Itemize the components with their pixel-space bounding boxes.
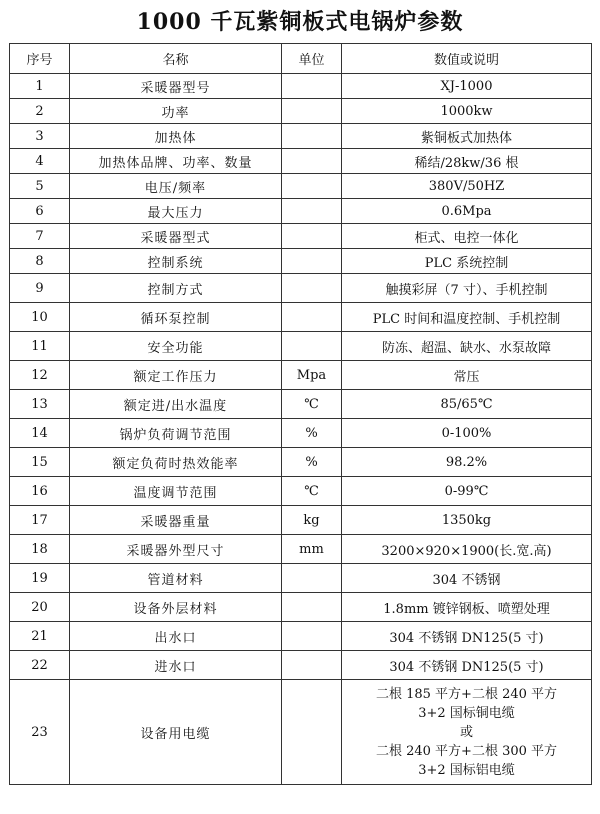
row-value: 柜式、电控一体化 (342, 224, 592, 249)
row-unit (282, 224, 342, 249)
row-number: 12 (10, 361, 70, 390)
row-value: 稀结/28kw/36 根 (342, 149, 592, 174)
row-value: PLC 系统控制 (342, 249, 592, 274)
row-value: 3200×920×1900(长.宽.高) (342, 535, 592, 564)
row-name: 安全功能 (70, 332, 282, 361)
row-unit (282, 174, 342, 199)
row-number: 11 (10, 332, 70, 361)
row-number: 18 (10, 535, 70, 564)
row-name: 设备外层材料 (70, 593, 282, 622)
row-unit: kg (282, 506, 342, 535)
header-unit: 单位 (282, 44, 342, 74)
row-value: 防冻、超温、缺水、水泵故障 (342, 332, 592, 361)
row-value: PLC 时间和温度控制、手机控制 (342, 303, 592, 332)
table-row (10, 680, 592, 785)
table-row (10, 99, 592, 124)
table-row (10, 199, 592, 224)
row-name: 额定进/出水温度 (70, 390, 282, 419)
row-name: 最大压力 (70, 199, 282, 224)
row-value: 1350kg (342, 506, 592, 535)
row-unit: ℃ (282, 390, 342, 419)
row-name: 锅炉负荷调节范围 (70, 419, 282, 448)
row-unit (282, 303, 342, 332)
spec-table (9, 43, 592, 785)
row-number: 22 (10, 651, 70, 680)
row-value: 304 不锈钢 DN125(5 寸) (342, 622, 592, 651)
row-name: 控制系统 (70, 249, 282, 274)
row-number: 19 (10, 564, 70, 593)
row-name: 加热体品牌、功率、数量 (70, 149, 282, 174)
row-name: 采暖器型号 (70, 74, 282, 99)
row-number: 9 (10, 274, 70, 303)
row-unit (282, 564, 342, 593)
row-number: 14 (10, 419, 70, 448)
row-number: 20 (10, 593, 70, 622)
row-unit (282, 149, 342, 174)
table-row (10, 174, 592, 199)
table-row (10, 477, 592, 506)
table-row (10, 506, 592, 535)
header-value: 数值或说明 (342, 44, 592, 74)
table-row (10, 224, 592, 249)
row-unit (282, 622, 342, 651)
table-row (10, 564, 592, 593)
row-number: 13 (10, 390, 70, 419)
row-name: 温度调节范围 (70, 477, 282, 506)
row-unit (282, 74, 342, 99)
table-row (10, 535, 592, 564)
row-name: 进水口 (70, 651, 282, 680)
row-number: 5 (10, 174, 70, 199)
row-number: 6 (10, 199, 70, 224)
row-value: 触摸彩屏（7 寸）、手机控制 (342, 274, 592, 303)
row-name: 功率 (70, 99, 282, 124)
row-value: XJ-1000 (342, 74, 592, 99)
row-value: 85/65℃ (342, 390, 592, 419)
table-header-row (10, 44, 592, 74)
row-number: 17 (10, 506, 70, 535)
row-number: 3 (10, 124, 70, 149)
row-name: 设备用电缆 (70, 680, 282, 785)
table-row (10, 303, 592, 332)
row-number: 8 (10, 249, 70, 274)
row-name: 额定工作压力 (70, 361, 282, 390)
row-value-line: 3+2 国标铜电缆 (418, 705, 515, 721)
row-number: 7 (10, 224, 70, 249)
table-row (10, 74, 592, 99)
row-unit (282, 593, 342, 622)
row-name: 循环泵控制 (70, 303, 282, 332)
row-name: 加热体 (70, 124, 282, 149)
row-name: 管道材料 (70, 564, 282, 593)
row-unit (282, 680, 342, 785)
row-name: 出水口 (70, 622, 282, 651)
row-name: 控制方式 (70, 274, 282, 303)
row-unit: ℃ (282, 477, 342, 506)
table-row (10, 149, 592, 174)
row-unit: % (282, 448, 342, 477)
row-unit: mm (282, 535, 342, 564)
row-value (342, 680, 592, 785)
table-row (10, 419, 592, 448)
row-unit: Mpa (282, 361, 342, 390)
table-row (10, 249, 592, 274)
table-row (10, 390, 592, 419)
row-number: 21 (10, 622, 70, 651)
row-value-line: 或 (459, 724, 473, 740)
page-title: 1000 千瓦紫铜板式电锅炉参数 (136, 9, 464, 35)
row-value: 0-99℃ (342, 477, 592, 506)
row-unit (282, 651, 342, 680)
row-value: 380V/50HZ (342, 174, 592, 199)
row-unit (282, 274, 342, 303)
table-row (10, 332, 592, 361)
row-value: 1.8mm 镀锌钢板、喷塑处理 (342, 593, 592, 622)
row-value: 304 不锈钢 (342, 564, 592, 593)
row-value-line: 3+2 国标铝电缆 (418, 762, 515, 778)
header-name: 名称 (70, 44, 282, 74)
row-value-line: 二根 185 平方+二根 240 平方 (375, 686, 558, 702)
table-row (10, 124, 592, 149)
row-unit (282, 199, 342, 224)
row-name: 额定负荷时热效能率 (70, 448, 282, 477)
row-name: 采暖器外型尺寸 (70, 535, 282, 564)
row-unit: % (282, 419, 342, 448)
row-unit (282, 332, 342, 361)
table-row (10, 274, 592, 303)
table-row (10, 622, 592, 651)
row-value: 98.2% (342, 448, 592, 477)
row-value-line: 二根 240 平方+二根 300 平方 (375, 743, 558, 759)
row-value: 常压 (342, 361, 592, 390)
row-value: 紫铜板式加热体 (342, 124, 592, 149)
row-unit (282, 99, 342, 124)
row-number: 16 (10, 477, 70, 506)
row-number: 23 (10, 680, 70, 785)
row-number: 10 (10, 303, 70, 332)
row-value: 1000kw (342, 99, 592, 124)
row-value: 0.6Mpa (342, 199, 592, 224)
row-number: 2 (10, 99, 70, 124)
row-name: 采暖器型式 (70, 224, 282, 249)
row-value: 304 不锈钢 DN125(5 寸) (342, 651, 592, 680)
row-number: 4 (10, 149, 70, 174)
row-unit (282, 124, 342, 149)
table-row (10, 361, 592, 390)
row-unit (282, 249, 342, 274)
row-name: 电压/频率 (70, 174, 282, 199)
row-value: 0-100% (342, 419, 592, 448)
row-number: 1 (10, 74, 70, 99)
row-name: 采暖器重量 (70, 506, 282, 535)
row-number: 15 (10, 448, 70, 477)
table-row (10, 593, 592, 622)
table-row (10, 651, 592, 680)
table-row (10, 448, 592, 477)
header-no: 序号 (10, 44, 70, 74)
